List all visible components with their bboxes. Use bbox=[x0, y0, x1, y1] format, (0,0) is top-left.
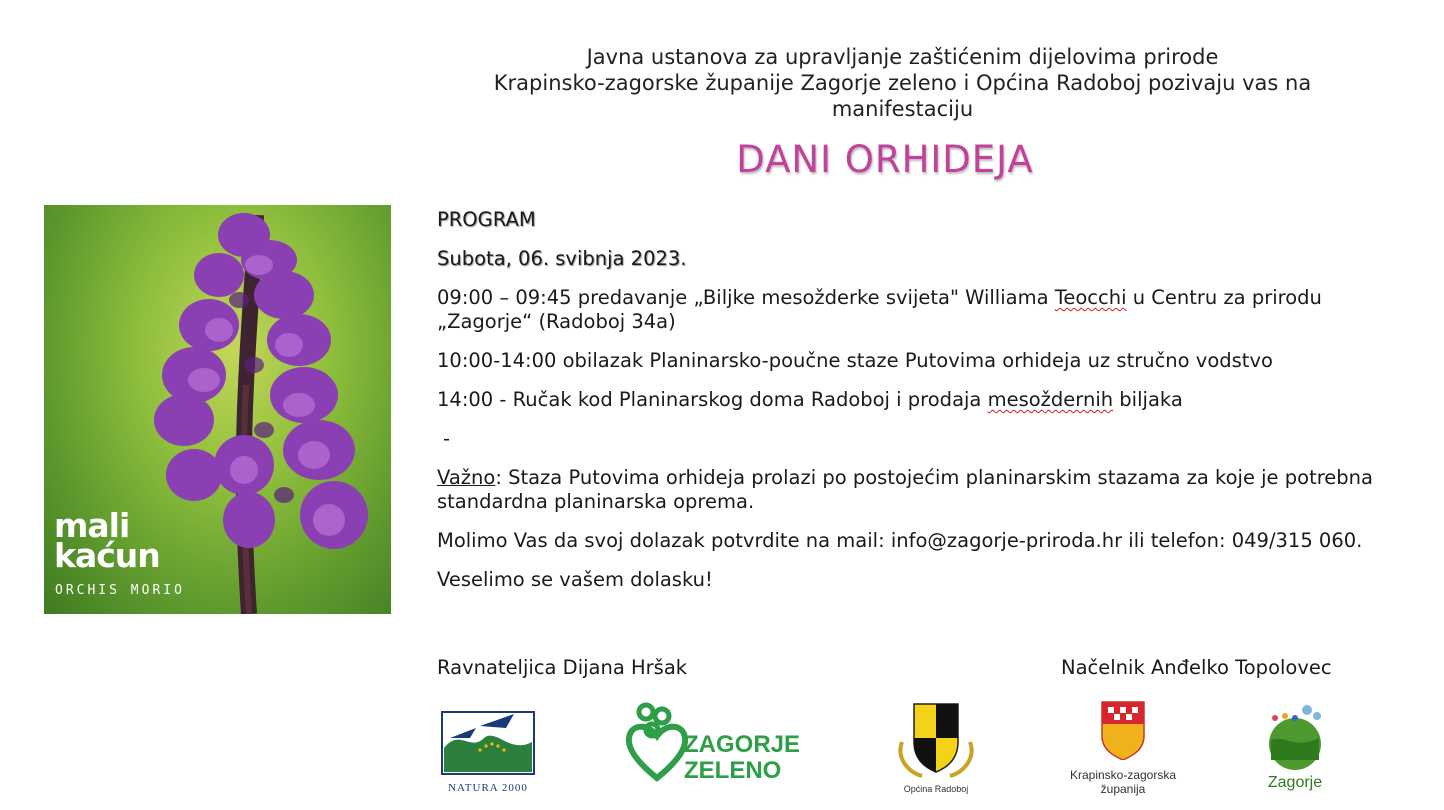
partner-logos bbox=[0, 690, 1444, 805]
header-line-1: Javna ustanova za upravljanje zaštićenim dijelovima prirode bbox=[586, 45, 1219, 69]
natura-caption: NATURA 2000 bbox=[448, 782, 528, 794]
important-label: Važno bbox=[437, 466, 496, 489]
zagorje-zeleno-wordmark bbox=[684, 732, 800, 784]
program-date-text: Subota, 06. svibnja 2023. bbox=[437, 247, 687, 270]
county-caption bbox=[1068, 768, 1178, 796]
signature-mayor: Načelnik Anđelko Topolovec bbox=[1061, 656, 1332, 679]
photo-brand-line-2: kaćun bbox=[54, 536, 160, 575]
signature-director: Ravnateljica Dijana Hršak bbox=[437, 656, 688, 679]
krapinsko-zagorska-logo bbox=[1068, 700, 1178, 800]
photo-brand-title bbox=[54, 506, 160, 575]
opcina-radoboj-logo bbox=[892, 702, 980, 802]
program-item-lunch-post: biljaka bbox=[1113, 388, 1183, 411]
orchid-photo bbox=[44, 205, 391, 614]
program-item-lecture-post: u Centru za prirodu „Zagorje“ (Radoboj 34a) bbox=[437, 286, 1322, 333]
program-item-lecture-pre: 09:00 – 09:45 predavanje „Biljke mesožderke svijeta" Williama bbox=[437, 286, 1055, 309]
photo-latin-name: ORCHIS MORIO bbox=[55, 583, 185, 598]
county-caption-line-2: županija bbox=[1100, 782, 1146, 796]
zagorje-zeleno-logo bbox=[612, 698, 832, 793]
natura-bird-icon bbox=[440, 708, 536, 778]
closing-line: Veselimo se vašem dolasku! bbox=[437, 568, 713, 591]
lecturer-name: Teocchi bbox=[1054, 286, 1127, 309]
zagorje-caption: Zagorje bbox=[1267, 774, 1323, 791]
zagorje-zeleno-word-1: ZAGORJE bbox=[684, 731, 801, 758]
program-content bbox=[437, 208, 1397, 607]
county-coat-of-arms-icon bbox=[1068, 700, 1178, 760]
important-text: : Staza Putovima orhideja prolazi po postojećim planinarskim stazama za koje je potrebna standardna planinarska oprema. bbox=[437, 466, 1373, 513]
header-line-2: Krapinsko-zagorske županije Zagorje zeleno i Općina Radoboj pozivaju vas na bbox=[493, 71, 1312, 95]
program-heading: PROGRAM bbox=[437, 208, 536, 231]
heart-tree-icon bbox=[622, 700, 692, 782]
natura-2000-logo bbox=[440, 708, 536, 794]
program-item-lunch-word: mesoždernih bbox=[987, 388, 1114, 411]
organizer-header bbox=[430, 44, 1375, 122]
green-globe-icon bbox=[1255, 700, 1335, 770]
program-item-lunch-pre: 14:00 - Ručak kod Planinarskog doma Radoboj i prodaja bbox=[437, 388, 988, 411]
confirm-note: Molimo Vas da svoj dolazak potvrdite na mail: info@zagorje-priroda.hr ili telefon: 049/315 060. bbox=[437, 529, 1363, 552]
photo-brand-line-1: mali bbox=[54, 506, 130, 545]
county-caption-line-1: Krapinsko-zagorska bbox=[1069, 768, 1177, 782]
event-title: DANI ORHIDEJA bbox=[736, 138, 1034, 181]
header-line-3: manifestaciju bbox=[831, 97, 974, 121]
radoboj-coat-of-arms-icon bbox=[892, 702, 980, 780]
program-item-tour: 10:00-14:00 obilazak Planinarsko-poučne staze Putovima orhideja uz stručno vodstvo bbox=[437, 349, 1273, 372]
program-dash: - bbox=[443, 427, 451, 450]
zagorje-zeleno-word-2: ZELENO bbox=[684, 757, 782, 784]
radoboj-caption: Općina Radoboj bbox=[903, 784, 969, 794]
important-note bbox=[437, 466, 1397, 514]
program-date bbox=[437, 247, 1397, 271]
program-item-lunch bbox=[437, 388, 1397, 412]
zagorje-tourism-logo bbox=[1255, 700, 1335, 800]
program-item-lecture bbox=[437, 286, 1397, 334]
